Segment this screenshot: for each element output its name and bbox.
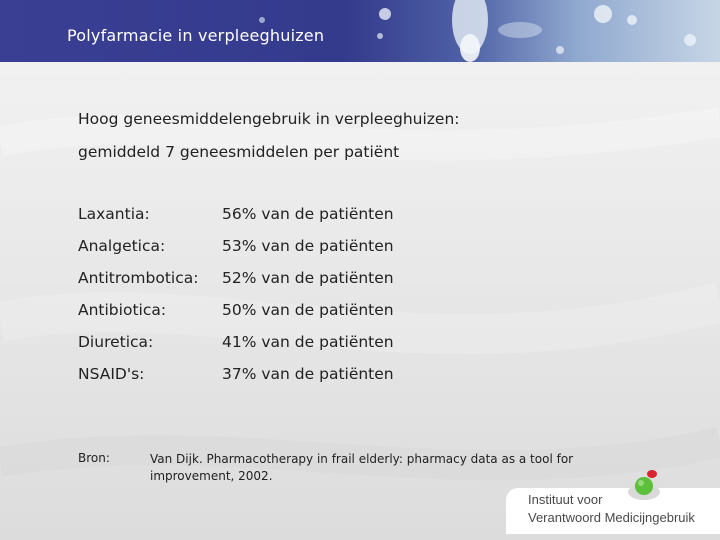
- medication-value: 56% van de patiënten: [222, 205, 394, 223]
- logo-text-line-2: Verantwoord Medicijngebruik: [528, 510, 695, 525]
- source-citation: Van Dijk. Pharmacotherapy in frail elderly: pharmacy data as a tool for improvement, 2002.: [150, 452, 574, 483]
- intro-line-2: gemiddeld 7 geneesmiddelen per patiënt: [78, 143, 400, 161]
- logo-text-line-1: Instituut voor: [528, 492, 603, 507]
- logo-pill-icon: [624, 468, 664, 502]
- title-banner: [0, 0, 720, 62]
- medication-value: 52% van de patiënten: [222, 269, 394, 287]
- medication-value: 41% van de patiënten: [222, 333, 394, 351]
- medication-label: Antibiotica:: [78, 301, 167, 319]
- medication-label: Diuretica:: [78, 333, 154, 351]
- medication-value: 37% van de patiënten: [222, 365, 394, 383]
- page-title: Polyfarmacie in verpleeghuizen: [67, 26, 325, 45]
- medication-label: Antitrombotica:: [78, 269, 199, 287]
- medication-label: NSAID's:: [78, 365, 145, 383]
- intro-line-1: Hoog geneesmiddelengebruik in verpleeghuizen:: [78, 110, 460, 128]
- medication-label: Laxantia:: [78, 205, 150, 223]
- source-label: Bron:: [78, 451, 110, 465]
- medication-value: 50% van de patiënten: [222, 301, 394, 319]
- institute-logo: [506, 468, 720, 534]
- medication-label: Analgetica:: [78, 237, 166, 255]
- medication-value: 53% van de patiënten: [222, 237, 394, 255]
